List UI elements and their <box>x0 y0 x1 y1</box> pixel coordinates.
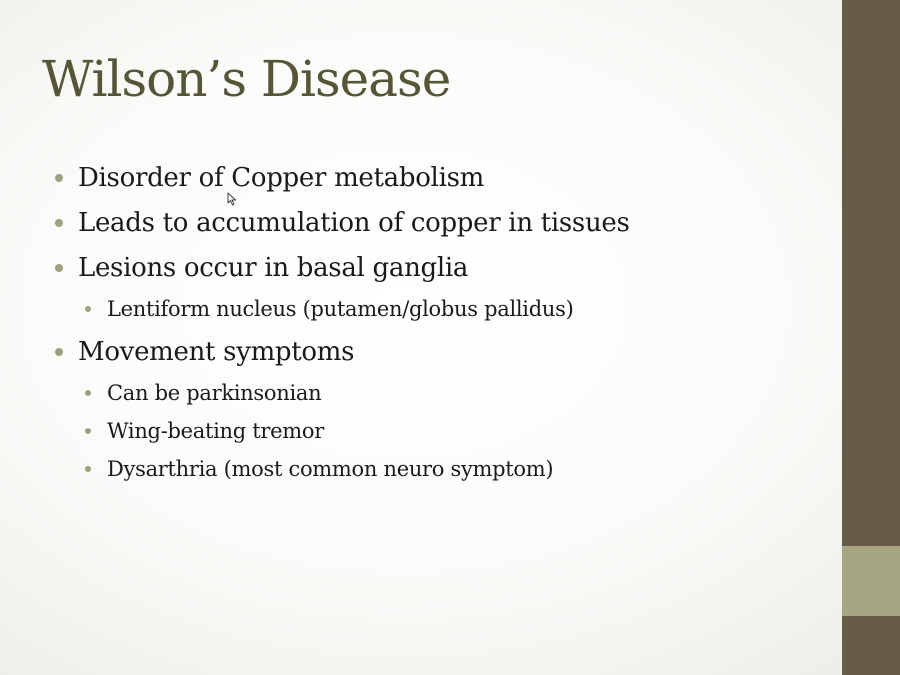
bullet-marker <box>55 174 63 182</box>
side-bar-light-segment <box>842 546 900 616</box>
side-bar-dark-segment <box>842 0 900 546</box>
bullet-item <box>52 156 630 200</box>
bullet-marker <box>55 219 63 227</box>
bullet-text: Leads to accumulation of copper in tissues <box>78 208 630 238</box>
decorative-side-bar <box>842 0 900 675</box>
sub-bullet-marker <box>85 306 91 312</box>
sub-bullet-marker <box>85 428 91 434</box>
sub-bullet-text: Dysarthria (most common neuro symptom) <box>107 457 554 481</box>
bullet-marker <box>55 348 63 356</box>
bullet-item <box>52 246 630 290</box>
bullet-text: Disorder of Copper metabolism <box>78 163 484 193</box>
sub-bullet-marker <box>85 466 91 472</box>
bullet-text: Movement symptoms <box>78 337 355 367</box>
sub-bullet-text: Can be parkinsonian <box>107 381 322 405</box>
side-bar-dark-segment-bottom <box>842 616 900 675</box>
bullet-marker <box>55 264 63 272</box>
sub-bullet-item <box>52 290 630 328</box>
sub-bullet-item <box>52 374 630 412</box>
mouse-pointer-icon <box>227 192 237 206</box>
sub-bullet-text: Lentiform nucleus (putamen/globus pallidus) <box>107 297 574 321</box>
bullet-item <box>52 330 630 374</box>
sub-bullet-marker <box>85 390 91 396</box>
slide-title: Wilson’s Disease <box>42 50 451 108</box>
sub-bullet-item <box>52 412 630 450</box>
sub-bullet-item <box>52 450 630 488</box>
sub-bullet-text: Wing-beating tremor <box>107 419 324 443</box>
bullet-item <box>52 201 630 245</box>
bullet-text: Lesions occur in basal ganglia <box>78 253 469 283</box>
bullet-list <box>52 156 630 488</box>
